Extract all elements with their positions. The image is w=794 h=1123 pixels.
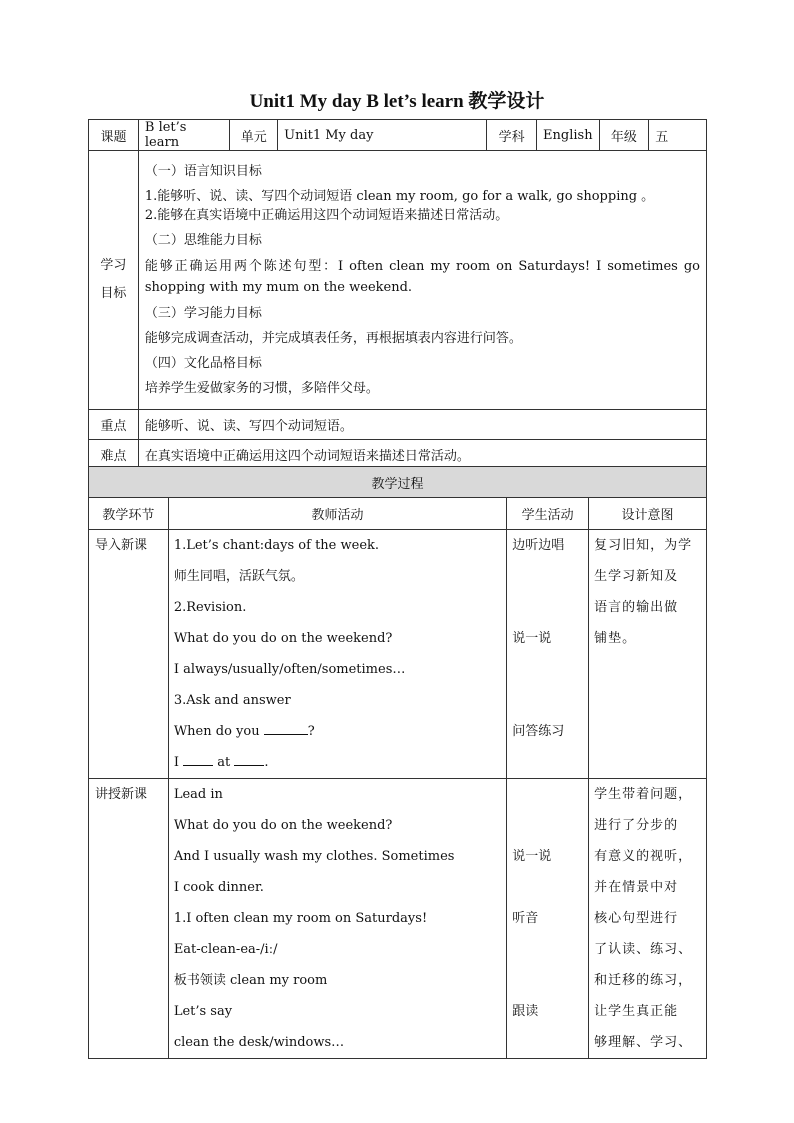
teacher-line: 2.Revision. xyxy=(173,600,247,615)
student-line: 听音 xyxy=(512,911,539,926)
process-row-intro xyxy=(89,530,707,779)
fill-blank xyxy=(234,764,264,766)
course-label: 学科 xyxy=(487,120,537,151)
column-header-student: 学生活动 xyxy=(507,498,589,530)
teacher-line: 1.Let’s chant:days of the week. xyxy=(173,538,380,553)
student-line: 说一说 xyxy=(512,631,552,646)
intent-line: 进行了分步的 xyxy=(594,818,679,833)
student-line xyxy=(512,1027,583,1058)
student-line: 跟读 xyxy=(512,1004,539,1019)
stage-label: 讲授新课 xyxy=(95,787,148,802)
process-row-new-lesson xyxy=(89,779,707,1059)
student-line: 边听边唱 xyxy=(512,538,565,553)
objective-line: 2.能够在真实语境中正确运用这四个动词短语来描述日常活动。 xyxy=(144,208,509,223)
student-line xyxy=(512,747,583,778)
intent-line: 和迁移的练习， xyxy=(594,973,693,988)
student-line xyxy=(512,934,583,965)
student-line xyxy=(512,654,583,685)
key-points-row xyxy=(89,410,707,440)
process-columns-row xyxy=(89,498,707,530)
difficulties-row xyxy=(89,440,707,470)
grade-value: 五 xyxy=(649,120,707,151)
teacher-line: 3.Ask and answer xyxy=(173,693,291,708)
student-line xyxy=(512,779,583,810)
student-line: 说一说 xyxy=(512,849,552,864)
objective-line: 1.能够听、说、读、写四个动词短语 clean my room, go for a walk, go shopping 。 xyxy=(144,189,655,204)
student-activities xyxy=(507,779,589,1059)
teacher-line: Eat-clean-ea-/iː/ xyxy=(173,942,278,957)
subject-value: B let’s learn xyxy=(138,120,229,151)
student-line: 问答练习 xyxy=(512,724,565,739)
fill-blank xyxy=(183,764,213,766)
stage-cell xyxy=(89,530,169,779)
student-line xyxy=(512,685,583,716)
column-header-teacher: 教师活动 xyxy=(168,498,506,530)
design-intent xyxy=(589,530,707,779)
objective-line: 能够正确运用两个陈述句型：I often clean my room on Saturdays! I sometimes go shopping with my mum on the weekend. xyxy=(144,259,700,295)
stage-cell xyxy=(89,779,169,1059)
objective-line: （四）文化品格目标 xyxy=(144,356,262,371)
intent-line: 核心句型进行 xyxy=(594,911,679,926)
intent-line: 让学生真正能 xyxy=(594,1004,679,1019)
student-line xyxy=(512,810,583,841)
teacher-line: When do you ? xyxy=(173,724,315,739)
unit-label: 单元 xyxy=(230,120,278,151)
teacher-line: 板书领读 clean my room xyxy=(173,973,328,988)
design-intent xyxy=(589,779,707,1059)
key-points-value: 能够听、说、读、写四个动词短语。 xyxy=(138,410,706,440)
difficulties-label: 难点 xyxy=(89,440,139,470)
process-header-row xyxy=(89,467,707,498)
difficulties-value: 在真实语境中正确运用这四个动词短语来描述日常活动。 xyxy=(138,440,706,470)
intent-line: 铺垫。 xyxy=(594,631,637,646)
objective-line: 能够完成调查活动，并完成填表任务，再根据填表内容进行问答。 xyxy=(144,331,522,346)
teacher-line: I cook dinner. xyxy=(173,880,264,895)
objective-line: 培养学生爱做家务的习惯，多陪伴父母。 xyxy=(144,381,379,396)
teacher-line: I at . xyxy=(173,755,269,770)
intent-line: 生学习新知及 xyxy=(594,569,679,584)
process-header: 教学过程 xyxy=(89,467,707,498)
objectives-row xyxy=(89,151,707,410)
intent-line: 语言的输出做 xyxy=(594,600,679,615)
intent-line: 并在情景中对 xyxy=(594,880,679,895)
objectives-label: 学习目标 xyxy=(89,151,139,410)
key-points-label: 重点 xyxy=(89,410,139,440)
objective-line: （一）语言知识目标 xyxy=(144,164,262,179)
teacher-line: 1.I often clean my room on Saturdays! xyxy=(173,911,428,926)
unit-value: Unit1 My day xyxy=(278,120,487,151)
subject-label: 课题 xyxy=(89,120,139,151)
student-line xyxy=(512,965,583,996)
teacher-activities xyxy=(168,779,506,1059)
intent-line: 够理解、学习、 xyxy=(594,1035,693,1050)
teacher-line: And I usually wash my clothes. Sometimes xyxy=(173,849,455,864)
intent-line: 了认读、练习、 xyxy=(594,942,693,957)
objectives-content xyxy=(138,151,706,410)
teacher-line: Let’s say xyxy=(173,1004,233,1019)
teacher-line: I always/usually/often/sometimes… xyxy=(173,662,406,677)
grade-label: 年级 xyxy=(599,120,649,151)
objective-line: （二）思维能力目标 xyxy=(144,233,262,248)
objective-line: （三）学习能力目标 xyxy=(144,306,262,321)
intent-line: 有意义的视听， xyxy=(594,849,693,864)
student-line xyxy=(512,561,583,592)
info-row xyxy=(89,120,707,151)
teacher-line: What do you do on the weekend? xyxy=(173,631,393,646)
teacher-line: 师生同唱，活跃气氛。 xyxy=(173,569,304,584)
teacher-line: clean the desk/windows… xyxy=(173,1035,345,1050)
intent-line: 复习旧知，为学 xyxy=(594,538,693,553)
fill-blank xyxy=(264,733,308,735)
intent-line: 学生带着问题， xyxy=(594,787,693,802)
column-header-intent: 设计意图 xyxy=(589,498,707,530)
stage-label: 导入新课 xyxy=(95,538,148,553)
course-value: English xyxy=(537,120,600,151)
teacher-activities xyxy=(168,530,506,779)
student-activities xyxy=(507,530,589,779)
student-line xyxy=(512,592,583,623)
column-header-stage: 教学环节 xyxy=(89,498,169,530)
student-line xyxy=(512,872,583,903)
teacher-line: What do you do on the weekend? xyxy=(173,818,393,833)
page-title: Unit1 My day B let’s learn 教学设计 xyxy=(249,91,545,112)
teacher-line: Lead in xyxy=(173,787,223,802)
process-table xyxy=(88,466,707,1059)
lesson-info-table xyxy=(88,119,707,470)
